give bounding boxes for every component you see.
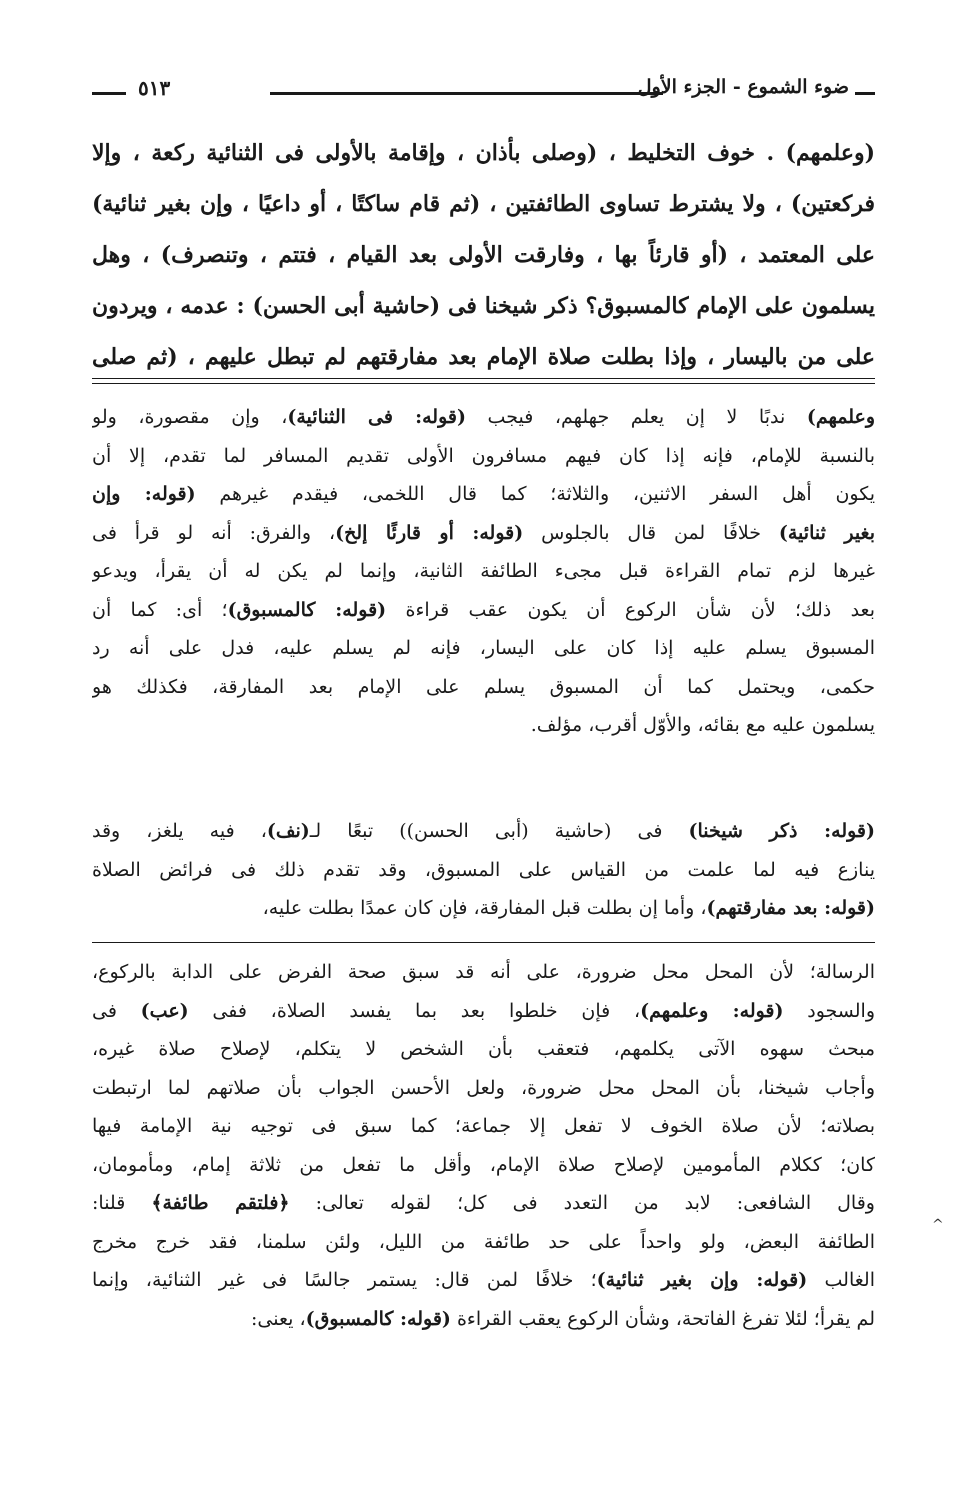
main-text-line: (وعلمهم) . خوف التخليط ، (وصلى بأذان ، وإقامة بالأولى فى الثنائية ركعة ، وإلا — [92, 140, 875, 166]
text-run: وأجاب شيخنا، بأن المحل محل ضرورة، ولعل الأحسن الجواب بأن صلاتهم لما ارتبطت — [92, 1076, 875, 1099]
text-run: غيرها لزم تمام القراءة قبل مجىء الطائفة الثانية، وإنما لم يكن له أن يقرأ، ويدعو — [92, 560, 875, 582]
section-divider — [92, 378, 875, 379]
page-number: ٥١٣ — [132, 76, 176, 100]
text-line — [92, 1261, 875, 1300]
text-run: وقال الشافعى: لابد من التعدد فى كل؛ لقوله تعالى: — [289, 1192, 875, 1214]
bold-citation: ﴿فلتقم طائفة﴾ — [151, 1192, 290, 1214]
text-run: ؛ خلافًا لمن قال: يستمر جالسًا فى غير الثنائية، وإنما — [92, 1269, 597, 1291]
main-text-line: على من باليسار ، وإذا بطلت صلاة الإمام بعد مفارقتهم لم تبطل عليهم ، (ثم صلى — [92, 344, 875, 370]
bold-citation: (قوله: كالمسبوق) — [227, 598, 387, 621]
text-run: لم يقرأ؛ لئلا تفرغ الفاتحة، وشأن الركوع يعقب القراءة — [450, 1307, 875, 1330]
text-run: ؛ أى: كما أن — [92, 598, 228, 621]
footnote-text — [92, 953, 875, 1338]
text-run: ، يعنى: — [250, 1307, 306, 1330]
text-run: ، وإن مقصورة، ولو — [92, 406, 288, 428]
text-line — [92, 889, 875, 928]
main-text-line: يسلمون على الإمام كالمسبوق؟ ذكر شيخنا فى (حاشية أبى الحسن) : عدمه ، ويردون — [92, 293, 875, 319]
bold-citation: (عب) — [140, 999, 189, 1022]
text-line — [92, 475, 875, 514]
text-line — [92, 1300, 875, 1339]
text-line — [92, 1184, 875, 1223]
text-line — [92, 591, 875, 630]
text-line — [92, 1107, 875, 1146]
text-run: الرسالة؛ لأن المحل محل ضرورة، على أنه قد سبق صحة الفرض على الدابة بالركوع، — [92, 961, 875, 983]
text-run: بالنسبة للإمام، فإنه إذا كان فيهم مسافرون الأولى تقديم المسافر لما تقدم، إلا أن — [92, 444, 875, 467]
text-line — [92, 1030, 875, 1069]
text-line — [92, 1223, 875, 1262]
text-run: الطائفة البعض، ولو واحداً على حد طائفة من الليل، ولئن سلمنا، فقد خرج مخرج — [92, 1230, 875, 1253]
bold-citation: (قوله: أو قارئًا إلخ) — [335, 521, 524, 544]
running-title: ضوء الشموع - الجزء الأول — [632, 76, 849, 98]
main-text-line: فركعتين) ، ولا يشترط تساوى الطائفتين ، (ثم قام ساكتًا ، أو داعيًا ، وإن بغير ثنائية) — [92, 191, 875, 217]
text-run: حكمى، ويحتمل كما أن المسبوق يسلم على الإمام بعد المفارقة، فكذلك هو — [92, 675, 875, 698]
bold-citation: (نف) — [266, 820, 310, 842]
text-line — [92, 552, 875, 591]
bold-citation: (قوله: وإن — [92, 483, 196, 505]
text-run: مبحث سهوه الآتى يكلمهم، فتعقب بأن الشخص لا يتكلم، لإصلاح صلاة غيره، — [92, 1038, 875, 1060]
section-divider — [92, 383, 875, 384]
header-rule-left — [92, 92, 126, 95]
text-run: ، والفرق: أنه لو قرأ فى — [92, 521, 336, 544]
bold-citation: (قوله: فى الثنائية) — [287, 406, 466, 428]
text-line — [92, 398, 875, 437]
bold-citation: (قوله: بعد مفارقتهم) — [706, 897, 875, 919]
text-run: يكون أهل السفر الاثنين، والثلاثة؛ كما قال اللخمى، فيقدم غيرهم — [195, 483, 875, 505]
commentary-paragraph-1 — [92, 398, 875, 745]
text-run: ، فيه يلغز، وقد — [92, 820, 267, 842]
text-run: ندبًا لا إن يعلم جهلهم، فيجب — [465, 406, 807, 428]
text-run: فى (حاشية (أبى الحسن)) تبعًا لـ — [309, 820, 689, 842]
text-run: يسلمون عليه مع بقائه، والأوّل أقرب، مؤلف. — [530, 714, 875, 736]
bold-citation: وعلمهم) — [806, 406, 875, 428]
margin-mark: ^ — [932, 1217, 944, 1233]
bold-citation: بغير ثنائية) — [778, 521, 875, 544]
text-line — [92, 1146, 875, 1185]
text-run: بعد ذلك؛ لأن شأن الركوع أن يكون عقب قراءة — [386, 598, 875, 621]
bold-citation: (قوله: ذكر شيخنا) — [688, 820, 875, 842]
text-run: بصلاته؛ لأن صلاة الخوف لا تفعل إلا جماعة؛ كما سبق فى توجيه نية الإمامة فيها — [92, 1115, 875, 1137]
header-rule — [270, 92, 663, 95]
text-line — [92, 437, 875, 476]
text-run: الغالب — [807, 1269, 875, 1291]
text-run: خلافًا لمن قال بالجلوس — [523, 521, 779, 544]
bold-citation: (قوله: وإن بغير ثنائية) — [596, 1269, 808, 1291]
text-run: ، فإن خلطوا بعد بما يفسد الصلاة، ففى — [188, 999, 641, 1022]
running-header — [92, 76, 875, 106]
bold-citation: (قوله: وعلمهم) — [640, 999, 784, 1022]
footnote-divider — [92, 942, 875, 943]
bold-citation: (قوله: كالمسبوق) — [305, 1307, 451, 1330]
main-text-line: على المعتمد ، (أو قارئاً بها ، وفارقت الأولى بعد القيام ، فتتم ، وتنصرف) ، وهل — [92, 242, 875, 268]
commentary-paragraph-2 — [92, 812, 875, 928]
text-line — [92, 851, 875, 890]
text-run: كان؛ ككلام المأمومين لإصلاح صلاة الإمام، وأقل ما تفعل من ثلاثة إمام، ومأمومان، — [92, 1153, 875, 1176]
text-line — [92, 706, 875, 745]
text-line — [92, 953, 875, 992]
text-line — [92, 1069, 875, 1108]
text-line — [92, 668, 875, 707]
text-run: المسبوق يسلم عليه إذا كان على اليسار، فإنه لم يسلم عليه، فدل على أنه رد — [92, 637, 875, 659]
text-line — [92, 629, 875, 668]
text-line — [92, 514, 875, 553]
text-run: قلنا: — [92, 1192, 152, 1214]
main-text — [92, 128, 875, 383]
text-line — [92, 992, 875, 1031]
text-run: ينازع فيه لما علمت من القياس على المسبوق، وقد تقدم ذلك فى فرائض الصلاة — [92, 858, 875, 881]
text-run: ، وأما إن بطلت قبل المفارقة، فإن كان عمدًا بطلت عليه، — [262, 897, 707, 919]
header-rule-right — [855, 92, 875, 95]
text-line — [92, 812, 875, 851]
text-run: فى — [92, 999, 141, 1022]
text-run: والسجود — [783, 999, 875, 1022]
